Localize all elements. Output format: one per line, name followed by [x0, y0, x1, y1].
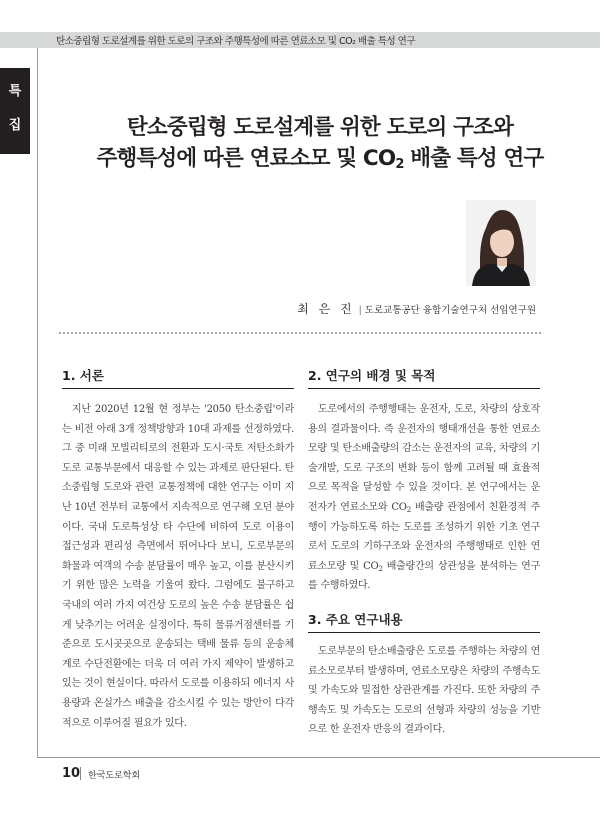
byline-separator: | [358, 305, 362, 316]
running-head-text: 탄소중립형 도로설계를 위한 도로의 구조와 주행특성에 따른 연료소모 및 CO₂ 배출 특성 연구 [56, 36, 416, 47]
section-tab [0, 68, 30, 154]
title-line-2-part-1: 주행특성에 따른 연료소모 및 CO [96, 146, 396, 171]
section-heading-main-content: 3. 주요 연구내용 [308, 610, 540, 633]
background-text-3: 배출량간의 상관성을 분석하는 연구를 수행하였다. [308, 560, 540, 592]
background-paragraph [308, 400, 540, 596]
footer-separator [80, 767, 81, 780]
background-subscript-2: 2 [378, 564, 383, 573]
dotted-divider [58, 332, 542, 334]
title-subscript: 2 [395, 157, 404, 172]
publication-name: 한국도로학회 [88, 771, 141, 781]
frame-divider-vertical [37, 48, 38, 758]
author-portrait-image [466, 200, 536, 286]
author-byline [297, 300, 536, 317]
introduction-paragraph: 지난 2020년 12월 현 정부는 '2050 탄소중립'이라는 비전 아래 3개 정책방향과 10대 과제를 선정하였다. 그 중 미래 모빌리티로의 전환과 도시·국토 저탄소화가 도로 교통부문에서 대응할 수 있는 과제로 판단된다. 탄소중립형 도로와 관련 교통정책에 대한 연구는 이미 지난 10년 전부터 교통에서 지속적으로 연구해 오던 분야이다. 국내 도로특성상 타 수단에 비하여 도로 이용이 접근성과 편리성 측면에서 뛰어나다 보니, 도로부문의 화물과 여객의 수송 분담률이 매우 높고, 이를 분산시키기 위한 많은 노력을 기울여 왔다. 그럼에도 불구하고 국내의 여러 가지 여건상 도로의 높은 수송 분담률은 쉽게 낮추기는 어려운 실정이다. 특히 물류거점센터를 기준으로 도시곳곳으로 운송되는 택배 물류 등의 운송체계로 수단전환에는 더욱 더 여러 가지 제약이 발생하고 있는 것이 현실이다. 따라서 도로를 이용하되 에너지 사용량과 온실가스 배출을 감소시킬 수 있는 방안이 다각적으로 이루어질 필요가 있다. [62, 404, 294, 729]
title-line-2-part-2: 배출 특성 연구 [403, 146, 544, 171]
frame-divider-horizontal [37, 757, 600, 758]
background-text-1: 도로에서의 주행행태는 운전자, 도로, 차량의 상호작용의 결과물이다. 즉 운전자의 행태개선을 통한 연료소모량 및 탄소배출량의 감소는 운전자의 교육, 차량의 기술개발, 도로 구조의 변화 등이 함께 고려될 때 효율적으로 목적을 달성할 수 있을 것이다. 본 연구에서는 운전자가 연료소모와 CO [308, 404, 540, 513]
running-header-bar [0, 32, 600, 48]
section-heading-background: 2. 연구의 배경 및 목적 [308, 366, 540, 389]
main-content-paragraph: 도로부문의 탄소배출량은 도로를 주행하는 차량의 연료소모로부터 발생하며, 연료소모량은 차량의 주행속도 및 가속도와 밀접한 상관관계를 가진다. 또한 차량의 주행속도 및 가속도는 도로의 선형과 차량의 성능을 기반으로 한 운전자 반응의 결과이다. [308, 646, 540, 736]
section-tab-char-2: 집 [8, 118, 22, 133]
section-heading-introduction: 1. 서론 [62, 366, 294, 389]
article-title-line-2 [40, 141, 600, 172]
author-photo [466, 200, 536, 286]
background-text-2: 배출량 관점에서 친환경적 주행이 가능하도록 하는 도로를 조성하기 위한 기초 연구로서 도로의 기하구조와 운전자의 주행행태로 인한 연료소모량 및 CO [308, 501, 540, 572]
author-name: 최 은 진 [297, 302, 355, 316]
section-tab-char-1: 특 [8, 84, 22, 99]
article-title-line-1: 탄소중립형 도로설계를 위한 도로의 구조와 [126, 115, 514, 140]
page-number: 10 [62, 766, 81, 781]
background-subscript-1: 2 [406, 505, 411, 514]
author-affiliation: 도로교통공단 융합기술연구처 선임연구원 [364, 305, 536, 316]
